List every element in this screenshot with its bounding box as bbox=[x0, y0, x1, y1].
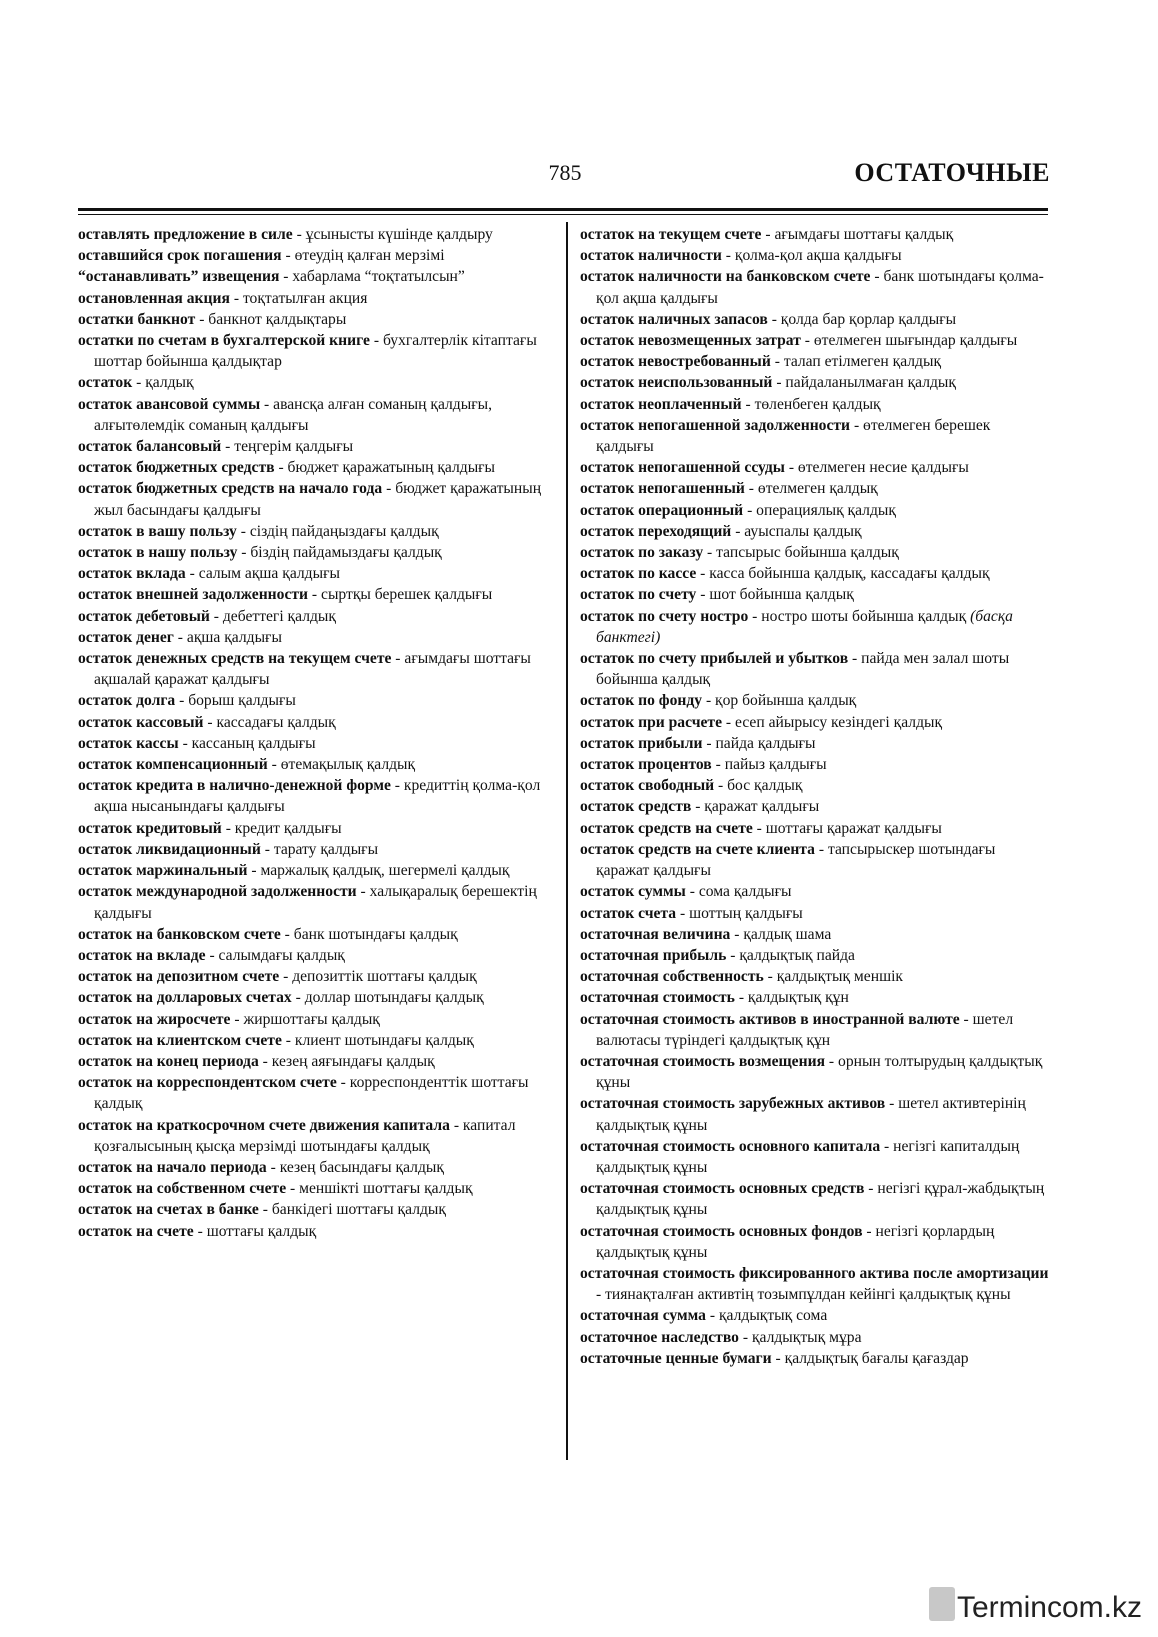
dictionary-entry: остаток ликвидационный - тарату қалдығы bbox=[78, 840, 379, 858]
entry-term: остаточная стоимость основного капитала bbox=[580, 1137, 881, 1155]
entry-term: остаток на корреспондентском счете bbox=[78, 1074, 337, 1092]
entry-term: остаток наличности на банковском счете bbox=[580, 268, 871, 286]
dictionary-entry: остаток непогашенный - өтелмеген қалдық bbox=[580, 480, 878, 498]
dictionary-entry: остаток балансовый - теңгерім қалдығы bbox=[78, 438, 354, 456]
dictionary-entry: остаток прибыли - пайда қалдығы bbox=[580, 734, 816, 752]
dictionary-entry: остаток долга - борыш қалдығы bbox=[78, 692, 296, 710]
entry-definition: теңгерім қалдығы bbox=[234, 438, 354, 456]
entry-term: остаток bbox=[78, 374, 133, 392]
entry-term: остаток на текущем счете bbox=[580, 226, 762, 243]
entry-term: остаточная стоимость активов в иностранной валюте bbox=[580, 1010, 960, 1028]
entry-definition: қолма-қол ақша қалдығы bbox=[734, 247, 902, 265]
dictionary-entry: остаточная стоимость - қалдықтық құн bbox=[580, 989, 849, 1007]
entry-term: остаток непогашенной задолженности bbox=[580, 416, 851, 434]
entry-term: остаток процентов bbox=[580, 756, 712, 774]
entry-term: остаток непогашенной ссуды bbox=[580, 459, 785, 477]
dictionary-entry: остаток кредитовый - кредит қалдығы bbox=[78, 819, 342, 837]
dictionary-entry: остатки по счетам в бухгалтерской книге - бухгалтерлік кітаптағы шоттар бойынша қалдықтар bbox=[78, 332, 537, 371]
entry-term: остаток на счете bbox=[78, 1222, 194, 1240]
entry-term: остаток наличных запасов bbox=[580, 310, 768, 328]
entry-definition: қалдықтық бағалы қағаздар bbox=[784, 1349, 969, 1367]
entry-definition: корреспонденттік шоттағы қалдық bbox=[94, 1074, 529, 1113]
dictionary-entry: остаток международной задолженности - халықаралық берешектің қалдығы bbox=[78, 883, 537, 922]
entry-term: остаток по заказу bbox=[580, 544, 704, 562]
dictionary-entry: оставшийся срок погашения - өтеудің қалған мерзімі bbox=[78, 247, 445, 265]
entry-term: остановленная акция bbox=[78, 289, 230, 307]
entry-definition: негізгі қорлардың қалдықтық құны bbox=[596, 1222, 995, 1261]
dictionary-entry: остаток маржинальный - маржалық қалдық, шегермелі қалдық bbox=[78, 862, 510, 880]
entry-definition: біздің пайдамыздағы қалдық bbox=[250, 544, 442, 562]
entry-definition: меншікті шоттағы қалдық bbox=[299, 1180, 473, 1198]
entry-term: остаток долга bbox=[78, 692, 176, 710]
dictionary-entry: остаток денежных средств на текущем счете - ағымдағы шоттағы ақшалай қаражат қалдығы bbox=[78, 650, 531, 689]
dictionary-entry: остаток бюджетных средств на начало года - бюджет қаражатының жыл басындағы қалдығы bbox=[78, 480, 542, 519]
entry-term: остаточная прибыль bbox=[580, 946, 727, 964]
entry-term: остаток при расчете bbox=[580, 713, 723, 731]
entry-definition: хабарлама “тоқтатылсын” bbox=[292, 268, 465, 286]
entry-term: остаточная стоимость возмещения bbox=[580, 1052, 826, 1070]
page-number: 785 bbox=[548, 160, 582, 185]
entry-term: остаток бюджетных средств на начало года bbox=[78, 480, 383, 498]
dictionary-entry: остаток по фонду - қор бойынша қалдық bbox=[580, 692, 857, 710]
dictionary-entry: остаток кассовый - кассадағы қалдық bbox=[78, 713, 336, 731]
entry-definition: халықаралық берешектің қалдығы bbox=[94, 883, 537, 922]
dictionary-entry: остаток средств на счете клиента - тапсырыскер шотындағы қаражат қалдығы bbox=[580, 840, 996, 880]
entry-definition: доллар шотындағы қалдық bbox=[304, 989, 484, 1007]
dictionary-entry: остаток процентов - пайыз қалдығы bbox=[580, 756, 827, 774]
entry-definition: депозиттік шоттағы қалдық bbox=[292, 968, 477, 986]
entry-definition: кредиттің қолма-қол ақша нысанындағы қалдығы bbox=[94, 777, 541, 816]
entry-term: остаток авансовой суммы bbox=[78, 395, 261, 413]
entry-term: остаток на счетах в банке bbox=[78, 1201, 259, 1219]
entry-term: остаток на начало периода bbox=[78, 1158, 267, 1176]
entry-term: остаток неиспользованный bbox=[580, 374, 773, 392]
entry-definition: кассаның қалдығы bbox=[191, 734, 316, 752]
dictionary-entry: остановленная акция - тоқтатылған акция bbox=[78, 289, 368, 307]
entry-term: остаток кредита в налично-денежной форме bbox=[78, 777, 391, 795]
entry-term: остаточная сумма bbox=[580, 1307, 706, 1325]
entry-definition: банк шотындағы қолма-қол ақша қалдығы bbox=[596, 268, 1044, 307]
dictionary-entry: остаток непогашенной задолженности - өтелмеген берешек қалдығы bbox=[580, 416, 991, 456]
entry-definition: ұсынысты күшінде қалдыру bbox=[305, 226, 493, 243]
entry-term: остаточная стоимость зарубежных активов bbox=[580, 1095, 886, 1113]
entry-definition: өтелмеген шығындар қалдығы bbox=[813, 332, 1018, 350]
entry-note: (басқа банктегі) bbox=[596, 607, 1013, 646]
entry-term: остаток денег bbox=[78, 628, 174, 646]
entry-term: остаток по счету прибылей и убытков bbox=[580, 650, 849, 668]
dictionary-entry: остаточная стоимость фиксированного актива после амортизации - тиянақталған активтің тозымпұлдан кейінгі қалдықтық құны bbox=[580, 1264, 1049, 1304]
dictionary-entry: остаток на собственном счете - меншікті шоттағы қалдық bbox=[78, 1180, 473, 1198]
entry-term: остатки по счетам в бухгалтерской книге bbox=[78, 332, 370, 350]
entry-definition: қалдықтық меншік bbox=[776, 968, 903, 986]
dictionary-entry: остаток по счету ностро - ностро шоты бойынша қалдық (басқа банктегі) bbox=[580, 607, 1013, 646]
entry-definition: қолда бар қорлар қалдығы bbox=[780, 310, 957, 328]
entry-definition: салымдағы қалдық bbox=[218, 946, 345, 964]
entry-term: остаток внешней задолженности bbox=[78, 586, 309, 604]
dictionary-entry: остаток наличности - қолма-қол ақша қалдығы bbox=[580, 247, 902, 265]
dictionary-entry: остаток вклада - салым ақша қалдығы bbox=[78, 565, 340, 583]
entry-term: остаточные ценные бумаги bbox=[580, 1349, 772, 1367]
dictionary-entry: остаток суммы - сома қалдығы bbox=[580, 883, 792, 901]
dictionary-entry: остаточная стоимость активов в иностранной валюте - шетел валютасы түріндегі қалдықтық құн bbox=[580, 1010, 1014, 1049]
entry-term: остаток на краткосрочном счете движения капитала bbox=[78, 1116, 450, 1134]
dictionary-entry: остаток счета - шоттың қалдығы bbox=[580, 904, 803, 922]
entry-definition: сома қалдығы bbox=[698, 883, 792, 901]
dictionary-entry: остаток наличных запасов - қолда бар қорлар қалдығы bbox=[580, 310, 957, 328]
entry-term: остаточная стоимость основных фондов bbox=[580, 1222, 863, 1240]
dictionary-entry: остаток бюджетных средств - бюджет қаражатының қалдығы bbox=[78, 459, 496, 477]
right-column bbox=[580, 224, 1050, 1369]
entry-term: остаток на конец периода bbox=[78, 1052, 259, 1070]
entry-term: остаток по счету bbox=[580, 586, 697, 604]
entry-definition: кезең басындағы қалдық bbox=[279, 1158, 444, 1176]
dictionary-entry: остаток на клиентском счете - клиент шотындағы қалдық bbox=[78, 1031, 474, 1049]
entry-definition: ақша қалдығы bbox=[186, 628, 282, 646]
dictionary-entry: остаточная стоимость основных фондов - негізгі қорлардың қалдықтық құны bbox=[580, 1222, 995, 1261]
entry-definition: қалдық bbox=[145, 374, 194, 392]
entry-term: остаток компенсационный bbox=[78, 756, 268, 774]
entry-definition: пайыз қалдығы bbox=[724, 756, 827, 774]
header-rule-thin bbox=[78, 214, 1048, 215]
entry-definition: ағымдағы шоттағы ақшалай қаражат қалдығы bbox=[94, 650, 531, 689]
dictionary-entry: остаток кредита в налично-денежной форме - кредиттің қолма-қол ақша нысанындағы қалдығы bbox=[78, 777, 541, 816]
entry-definition: кезең аяғындағы қалдық bbox=[271, 1052, 435, 1070]
entry-definition: шетел активтерінің қалдықтық құны bbox=[596, 1095, 1026, 1134]
entry-definition: кредит қалдығы bbox=[234, 819, 342, 837]
entry-definition: касса бойынша қалдық, кассадағы қалдық bbox=[709, 565, 990, 583]
dictionary-entry: остаток на конец периода - кезең аяғындағы қалдық bbox=[78, 1052, 435, 1070]
entry-definition: талап етілмеген қалдық bbox=[783, 353, 942, 371]
entry-definition: ностро шоты бойынша қалдық bbox=[761, 607, 967, 625]
dictionary-entry: остаток дебетовый - дебеттегі қалдық bbox=[78, 607, 336, 625]
dictionary-entry: остаток в вашу пользу - сіздің пайдаңыздағы қалдық bbox=[78, 522, 439, 540]
entry-definition: банкнот қалдықтары bbox=[208, 310, 347, 328]
entry-definition: салым ақша қалдығы bbox=[198, 565, 340, 583]
entry-term: остаток по фонду bbox=[580, 692, 703, 710]
dictionary-entry: остаточная собственность - қалдықтық меншік bbox=[580, 968, 903, 986]
dictionary-entry: остаток кассы - кассаның қалдығы bbox=[78, 734, 316, 752]
dictionary-entry: остаток по заказу - тапсырыс бойынша қалдық bbox=[580, 544, 899, 562]
entry-definition: негізгі капиталдың қалдықтық құны bbox=[596, 1137, 1020, 1176]
dictionary-entry: остаток внешней задолженности - сыртқы берешек қалдығы bbox=[78, 586, 493, 604]
dictionary-entry: остаток средств - қаражат қалдығы bbox=[580, 798, 820, 816]
entry-definition: шоттағы қаражат қалдығы bbox=[765, 819, 942, 837]
entry-term: остаток средств на счете клиента bbox=[580, 840, 815, 858]
entry-term: остаточная величина bbox=[580, 925, 731, 943]
dictionary-entry: остаток по счету прибылей и убытков - пайда мен залал шоты бойынша қалдық bbox=[580, 650, 1010, 689]
dictionary-entry: остаток на долларовых счетах - доллар шотындағы қалдық bbox=[78, 989, 484, 1007]
watermark-text: Termincom.kz bbox=[956, 1591, 1142, 1624]
dictionary-entry: остаток на текущем счете - ағымдағы шоттағы қалдық bbox=[580, 226, 954, 243]
entry-definition: шетел валютасы түріндегі қалдықтық құн bbox=[596, 1010, 1014, 1049]
dictionary-entry: остаток переходящий - ауыспалы қалдық bbox=[580, 522, 862, 540]
entry-term: оставшийся срок погашения bbox=[78, 247, 282, 265]
entry-definition: бос қалдық bbox=[727, 777, 803, 795]
entry-definition: тоқтатылған акция bbox=[242, 289, 368, 307]
dictionary-entry: остаток денег - ақша қалдығы bbox=[78, 628, 282, 646]
dictionary-entry: остаток на депозитном счете - депозиттік шоттағы қалдық bbox=[78, 968, 477, 986]
dictionary-entry: остаточная величина - қалдық шама bbox=[580, 925, 832, 943]
entry-term: остаток суммы bbox=[580, 883, 686, 901]
entry-term: остаток по кассе bbox=[580, 565, 697, 583]
dictionary-entry: остаток свободный - бос қалдық bbox=[580, 777, 803, 795]
entry-term: остаток на банковском счете bbox=[78, 925, 281, 943]
entry-definition: төленбеген қалдық bbox=[754, 395, 881, 413]
entry-term: остаток кредитовый bbox=[78, 819, 222, 837]
entry-term: остаток прибыли bbox=[580, 734, 703, 752]
column-divider bbox=[566, 222, 568, 1460]
dictionary-entry: остатки банкнот - банкнот қалдықтары bbox=[78, 310, 347, 328]
entry-term: остаток невозмещенных затрат bbox=[580, 332, 801, 350]
dictionary-entry: остаток на жиросчете - жиршоттағы қалдық bbox=[78, 1010, 380, 1028]
entry-definition: сыртқы берешек қалдығы bbox=[321, 586, 493, 604]
entry-term: остатки банкнот bbox=[78, 310, 196, 328]
dictionary-entry: остаток при расчете - есеп айырысу кезіндегі қалдық bbox=[580, 713, 943, 731]
dictionary-entry: остаток непогашенной ссуды - өтелмеген несие қалдығы bbox=[580, 459, 969, 477]
entry-term: остаток дебетовый bbox=[78, 607, 210, 625]
entry-definition: дебеттегі қалдық bbox=[222, 607, 336, 625]
entry-definition: шот бойынша қалдық bbox=[709, 586, 854, 604]
dictionary-entry: остаточная сумма - қалдықтық сома bbox=[580, 1307, 828, 1325]
entry-term: остаток на клиентском счете bbox=[78, 1031, 282, 1049]
entry-definition: қаражат қалдығы bbox=[704, 798, 820, 816]
dictionary-entry: остаток на счетах в банке - банкідегі шоттағы қалдық bbox=[78, 1201, 446, 1219]
dictionary-entry: остаток на краткосрочном счете движения капитала - капитал қозғалысының қысқа мерзімді шотындағы қалдық bbox=[78, 1116, 516, 1155]
entry-definition: есеп айырысу кезіндегі қалдық bbox=[735, 713, 943, 731]
logo-mark-icon bbox=[929, 1587, 955, 1621]
entry-definition: шоттың қалдығы bbox=[689, 904, 803, 922]
entry-term: остаточная стоимость основных средств bbox=[580, 1180, 865, 1198]
entry-term: остаток маржинальный bbox=[78, 862, 248, 880]
entry-term: остаточная стоимость фиксированного актива после амортизации bbox=[580, 1264, 1049, 1282]
entry-definition: бухгалтерлік кітаптағы шоттар бойынша қалдықтар bbox=[94, 332, 537, 371]
dictionary-entry: остаток авансовой суммы - авансқа алған соманың қалдығы, алғытөлемдік соманың қалдығы bbox=[78, 395, 492, 434]
dictionary-entry: остаточная стоимость основного капитала - негізгі капиталдың қалдықтық құны bbox=[580, 1137, 1020, 1176]
entry-term: остаток операционный bbox=[580, 501, 744, 519]
entry-definition: қалдықтық пайда bbox=[739, 946, 855, 964]
entry-term: остаток на вкладе bbox=[78, 946, 206, 964]
entry-definition: өтелмеген қалдық bbox=[757, 480, 878, 498]
entry-term: остаточная стоимость bbox=[580, 989, 735, 1007]
entry-definition: бюджет қаражатының қалдығы bbox=[287, 459, 496, 477]
entry-term: остаток международной задолженности bbox=[78, 883, 357, 901]
entry-definition: орнын толтырудың қалдықтық құны bbox=[596, 1052, 1043, 1092]
entry-definition: негізгі құрал-жабдықтың қалдықтық құны bbox=[596, 1180, 1045, 1219]
entry-definition: пайда мен залал шоты бойынша қалдық bbox=[596, 650, 1010, 689]
entry-term: остаток ликвидационный bbox=[78, 840, 261, 858]
dictionary-entry: остаток по счету - шот бойынша қалдық bbox=[580, 586, 854, 604]
entry-definition: қор бойынша қалдық bbox=[715, 692, 857, 710]
entry-term: остаточная собственность bbox=[580, 968, 764, 986]
dictionary-entry: остаточная стоимость основных средств - негізгі құрал-жабдықтың қалдықтық құны bbox=[580, 1180, 1045, 1219]
dictionary-entry: остаток на вкладе - салымдағы қалдық bbox=[78, 946, 345, 964]
dictionary-entry: остаток неиспользованный - пайдаланылмаған қалдық bbox=[580, 374, 956, 392]
entry-term: остаток по счету ностро bbox=[580, 607, 749, 625]
entry-definition: ағымдағы шоттағы қалдық bbox=[774, 226, 954, 243]
entry-term: остаток на жиросчете bbox=[78, 1010, 231, 1028]
dictionary-entry: остаточная стоимость зарубежных активов - шетел активтерінің қалдықтық құны bbox=[580, 1095, 1026, 1134]
header-rule-thick bbox=[78, 208, 1048, 211]
entry-term: остаток невостребованный bbox=[580, 353, 771, 371]
entry-term: остаток в вашу пользу bbox=[78, 522, 237, 540]
dictionary-entry: остаток на корреспондентском счете - корреспонденттік шоттағы қалдық bbox=[78, 1074, 529, 1113]
entry-definition: тапсырыс бойынша қалдық bbox=[716, 544, 899, 562]
entry-definition: қалдық шама bbox=[743, 925, 832, 943]
dictionary-entry: остаток на счете - шоттағы қалдық bbox=[78, 1222, 317, 1240]
entry-definition: өтелмеген берешек қалдығы bbox=[596, 416, 991, 456]
entry-term: остаток наличности bbox=[580, 247, 722, 265]
entry-definition: тапсырыскер шотындағы қаражат қалдығы bbox=[596, 840, 996, 880]
dictionary-entry: остаток наличности на банковском счете - банк шотындағы қолма-қол ақша қалдығы bbox=[580, 268, 1044, 307]
entry-definition: тарату қалдығы bbox=[273, 840, 379, 858]
entry-term: остаток вклада bbox=[78, 565, 186, 583]
entry-definition: өтеудің қалған мерзімі bbox=[294, 247, 445, 265]
left-column bbox=[78, 224, 550, 1242]
entry-definition: өтемақылық қалдық bbox=[280, 756, 416, 774]
entry-definition: қалдықтық құн bbox=[747, 989, 849, 1007]
entry-definition: клиент шотындағы қалдық bbox=[294, 1031, 474, 1049]
entry-term: остаток бюджетных средств bbox=[78, 459, 275, 477]
entry-term: остаток в нашу пользу bbox=[78, 544, 238, 562]
entry-term: остаток на собственном счете bbox=[78, 1180, 287, 1198]
dictionary-entry: “останавливать” извещения - хабарлама “тоқтатылсын” bbox=[78, 268, 465, 286]
entry-definition: пайда қалдығы bbox=[715, 734, 816, 752]
entry-term: остаток на депозитном счете bbox=[78, 968, 280, 986]
entry-definition: капитал қозғалысының қысқа мерзімді шотындағы қалдық bbox=[94, 1116, 516, 1155]
entry-term: остаток кассовый bbox=[78, 713, 204, 731]
entry-term: остаток переходящий bbox=[580, 522, 732, 540]
dictionary-entry: остаток - қалдық bbox=[78, 374, 194, 392]
entry-term: остаток неоплаченный bbox=[580, 395, 742, 413]
entry-term: оставлять предложение в силе bbox=[78, 226, 293, 243]
dictionary-entry: остаток неоплаченный - төленбеген қалдық bbox=[580, 395, 881, 413]
entry-definition: қалдықтық мұра bbox=[751, 1328, 862, 1346]
dictionary-entry: остаточная стоимость возмещения - орнын толтырудың қалдықтық құны bbox=[580, 1052, 1043, 1092]
entry-term: остаток денежных средств на текущем счете bbox=[78, 650, 392, 668]
entry-definition: борыш қалдығы bbox=[188, 692, 296, 710]
entry-definition: авансқа алған соманың қалдығы, алғытөлемдік соманың қалдығы bbox=[94, 395, 492, 434]
dictionary-entry: остаток на банковском счете - банк шотындағы қалдық bbox=[78, 925, 458, 943]
entry-definition: қалдықтық сома bbox=[718, 1307, 828, 1325]
entry-definition: бюджет қаражатының жыл басындағы қалдығы bbox=[94, 480, 542, 519]
dictionary-entry: оставлять предложение в силе - ұсынысты күшінде қалдыру bbox=[78, 226, 493, 243]
entry-term: остаток свободный bbox=[580, 777, 715, 795]
dictionary-entry: остаточная прибыль - қалдықтық пайда bbox=[580, 946, 855, 964]
entry-term: остаток балансовый bbox=[78, 438, 222, 456]
entry-term: “останавливать” извещения bbox=[78, 268, 280, 286]
dictionary-entry: остаток невозмещенных затрат - өтелмеген шығындар қалдығы bbox=[580, 332, 1018, 350]
watermark-logo bbox=[929, 1587, 1142, 1625]
entry-definition: банкідегі шоттағы қалдық bbox=[271, 1201, 446, 1219]
entry-definition: банк шотындағы қалдық bbox=[293, 925, 458, 943]
entry-definition: жиршоттағы қалдық bbox=[243, 1010, 380, 1028]
entry-definition: ауыспалы қалдық bbox=[744, 522, 862, 540]
running-head: ОСТАТОЧНЫЕ bbox=[854, 158, 1050, 187]
entry-definition: маржалық қалдық, шегермелі қалдық bbox=[260, 862, 510, 880]
dictionary-entry: остаток средств на счете - шоттағы қаражат қалдығы bbox=[580, 819, 942, 837]
entry-term: остаток счета bbox=[580, 904, 677, 922]
entry-definition: тиянақталған активтің тозымпұлдан кейінгі қалдықтық құны bbox=[605, 1286, 1011, 1304]
dictionary-entry: остаток компенсационный - өтемақылық қалдық bbox=[78, 756, 416, 774]
dictionary-entry: остаточное наследство - қалдықтық мұра bbox=[580, 1328, 862, 1346]
dictionary-entry: остаток невостребованный - талап етілмеген қалдық bbox=[580, 353, 942, 371]
entry-definition: пайдаланылмаған қалдық bbox=[785, 374, 956, 392]
entry-definition: операциялық қалдық bbox=[756, 501, 896, 519]
dictionary-entry: остаток в нашу пользу - біздің пайдамыздағы қалдық bbox=[78, 544, 442, 562]
entry-term: остаточное наследство bbox=[580, 1328, 739, 1346]
entry-term: остаток кассы bbox=[78, 734, 179, 752]
entry-definition: шоттағы қалдық bbox=[206, 1222, 317, 1240]
dictionary-entry: остаток на начало периода - кезең басындағы қалдық bbox=[78, 1158, 444, 1176]
entry-term: остаток средств на счете bbox=[580, 819, 753, 837]
dictionary-entry: остаточные ценные бумаги - қалдықтық бағалы қағаздар bbox=[580, 1349, 969, 1367]
entry-term: остаток непогашенный bbox=[580, 480, 745, 498]
entry-definition: кассадағы қалдық bbox=[216, 713, 336, 731]
entry-term: остаток средств bbox=[580, 798, 692, 816]
dictionary-entry: остаток по кассе - касса бойынша қалдық, кассадағы қалдық bbox=[580, 565, 990, 583]
dictionary-entry: остаток операционный - операциялық қалдық bbox=[580, 501, 896, 519]
entry-definition: өтелмеген несие қалдығы bbox=[797, 459, 969, 477]
entry-definition: сіздің пайдаңыздағы қалдық bbox=[249, 522, 439, 540]
entry-term: остаток на долларовых счетах bbox=[78, 989, 292, 1007]
